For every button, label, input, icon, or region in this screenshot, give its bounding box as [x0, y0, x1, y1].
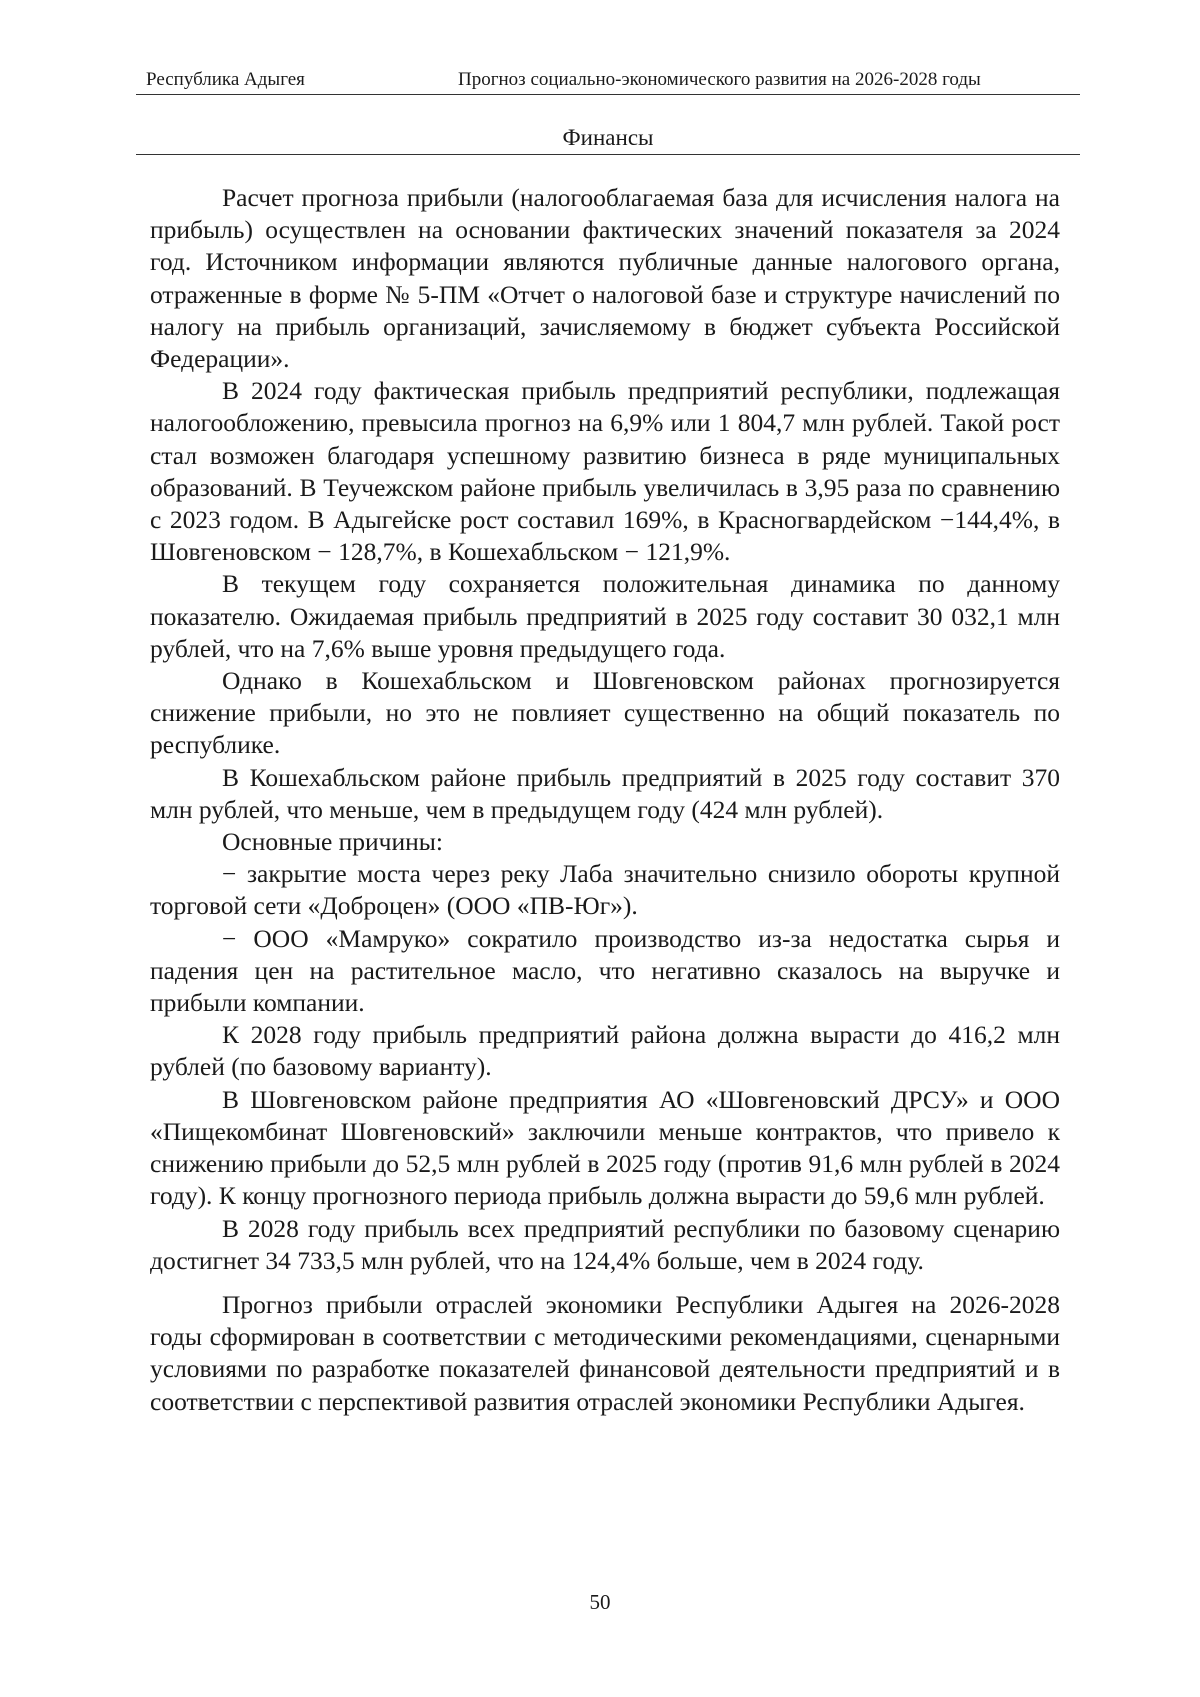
section-title: Финансы — [136, 124, 1080, 155]
list-item-mamruko: − ООО «Мамруко» сократило производство из-за недостатка сырья и падения цен на растительное масло, что негативно сказалось на выручке и прибыли компании. — [150, 923, 1060, 1018]
header-region-name: Республика Адыгея — [146, 69, 305, 90]
paragraph-forecast-basis: Расчет прогноза прибыли (налогооблагаемая база для исчисления налога на прибыль) осуществлен на основании фактических значений показателя за 2024 год. Источником информации являются публичные данные налогового органа, отраженные в форме № 5-ПМ «Отчет о налоговой базе и структуре начислений по налогу на прибыль организаций, зачисляемому в бюджет субъекта Российской Федерации». — [150, 183, 1060, 374]
header-document-title: Прогноз социально-экономического развития на 2026-2028 годы — [458, 69, 981, 90]
running-header — [136, 66, 1080, 95]
paragraph-2024-actual: В 2024 году фактическая прибыль предприятий республики, подлежащая налогообложению, превысила прогноз на 6,9% или 1 804,7 млн рублей. Такой рост стал возможен благодаря успешному развитию бизнеса в ряде муниципальных образований. В Теучежском районе прибыль увеличилась в 3,95 раза по сравнению с 2023 годом. В Адыгейске рост составил 169%, в Красногвардейском −144,4%, в Шовгеновском − 128,7%, в Кошехабльском − 121,9%. — [150, 376, 1060, 567]
paragraph-decline-districts: Однако в Кошехабльском и Шовгеновском районах прогнозируется снижение прибыли, но это не повлияет существенно на общий показатель по республике. — [150, 666, 1060, 760]
paragraph-shovgenovsky: В Шовгеновском районе предприятия АО «Шовгеновский ДРСУ» и ООО «Пищекомбинат Шовгеновский» заключили меньше контрактов, что привело к снижению прибыли до 52,5 млн рублей в 2025 году (против 91,6 млн рублей в 2024 году). К концу прогнозного периода прибыль должна вырасти до 59,6 млн рублей. — [150, 1084, 1060, 1211]
paragraph-main-reasons: Основные причины: — [222, 827, 444, 857]
paragraph-koshekhabl: В Кошехабльском районе прибыль предприятий в 2025 году составит 370 млн рублей, что меньше, чем в предыдущем году (424 млн рублей). — [150, 762, 1060, 824]
body-text — [150, 182, 1060, 1418]
paragraph-2028-total: В 2028 году прибыль всех предприятий республики по базовому сценарию достигнет 34 733,5 млн рублей, что на 124,4% больше, чем в 2024 году. — [150, 1213, 1060, 1275]
paragraph-2025-expected: В текущем году сохраняется положительная динамика по данному показателю. Ожидаемая прибыль предприятий в 2025 году составит 30 032,1 млн рублей, что на 7,6% выше уровня предыдущего года. — [150, 569, 1060, 663]
list-item-bridge-closure: − закрытие моста через реку Лаба значительно снизило обороты крупной торговой сети «Доброцен» (ООО «ПВ-Юг»). — [150, 859, 1060, 921]
paragraph-methodology: Прогноз прибыли отраслей экономики Республики Адыгея на 2026-2028 годы сформирован в соответствии с методическими рекомендациями, сценарными условиями по разработке показателей финансовой деятельности предприятий и в соответствии с перспективой развития отраслей экономики Республики Адыгея. — [150, 1289, 1060, 1416]
paragraph-koshekhabl-2028: К 2028 году прибыль предприятий района должна вырасти до 416,2 млн рублей (по базовому варианту). — [150, 1020, 1060, 1082]
page-number: 50 — [589, 1590, 611, 1614]
